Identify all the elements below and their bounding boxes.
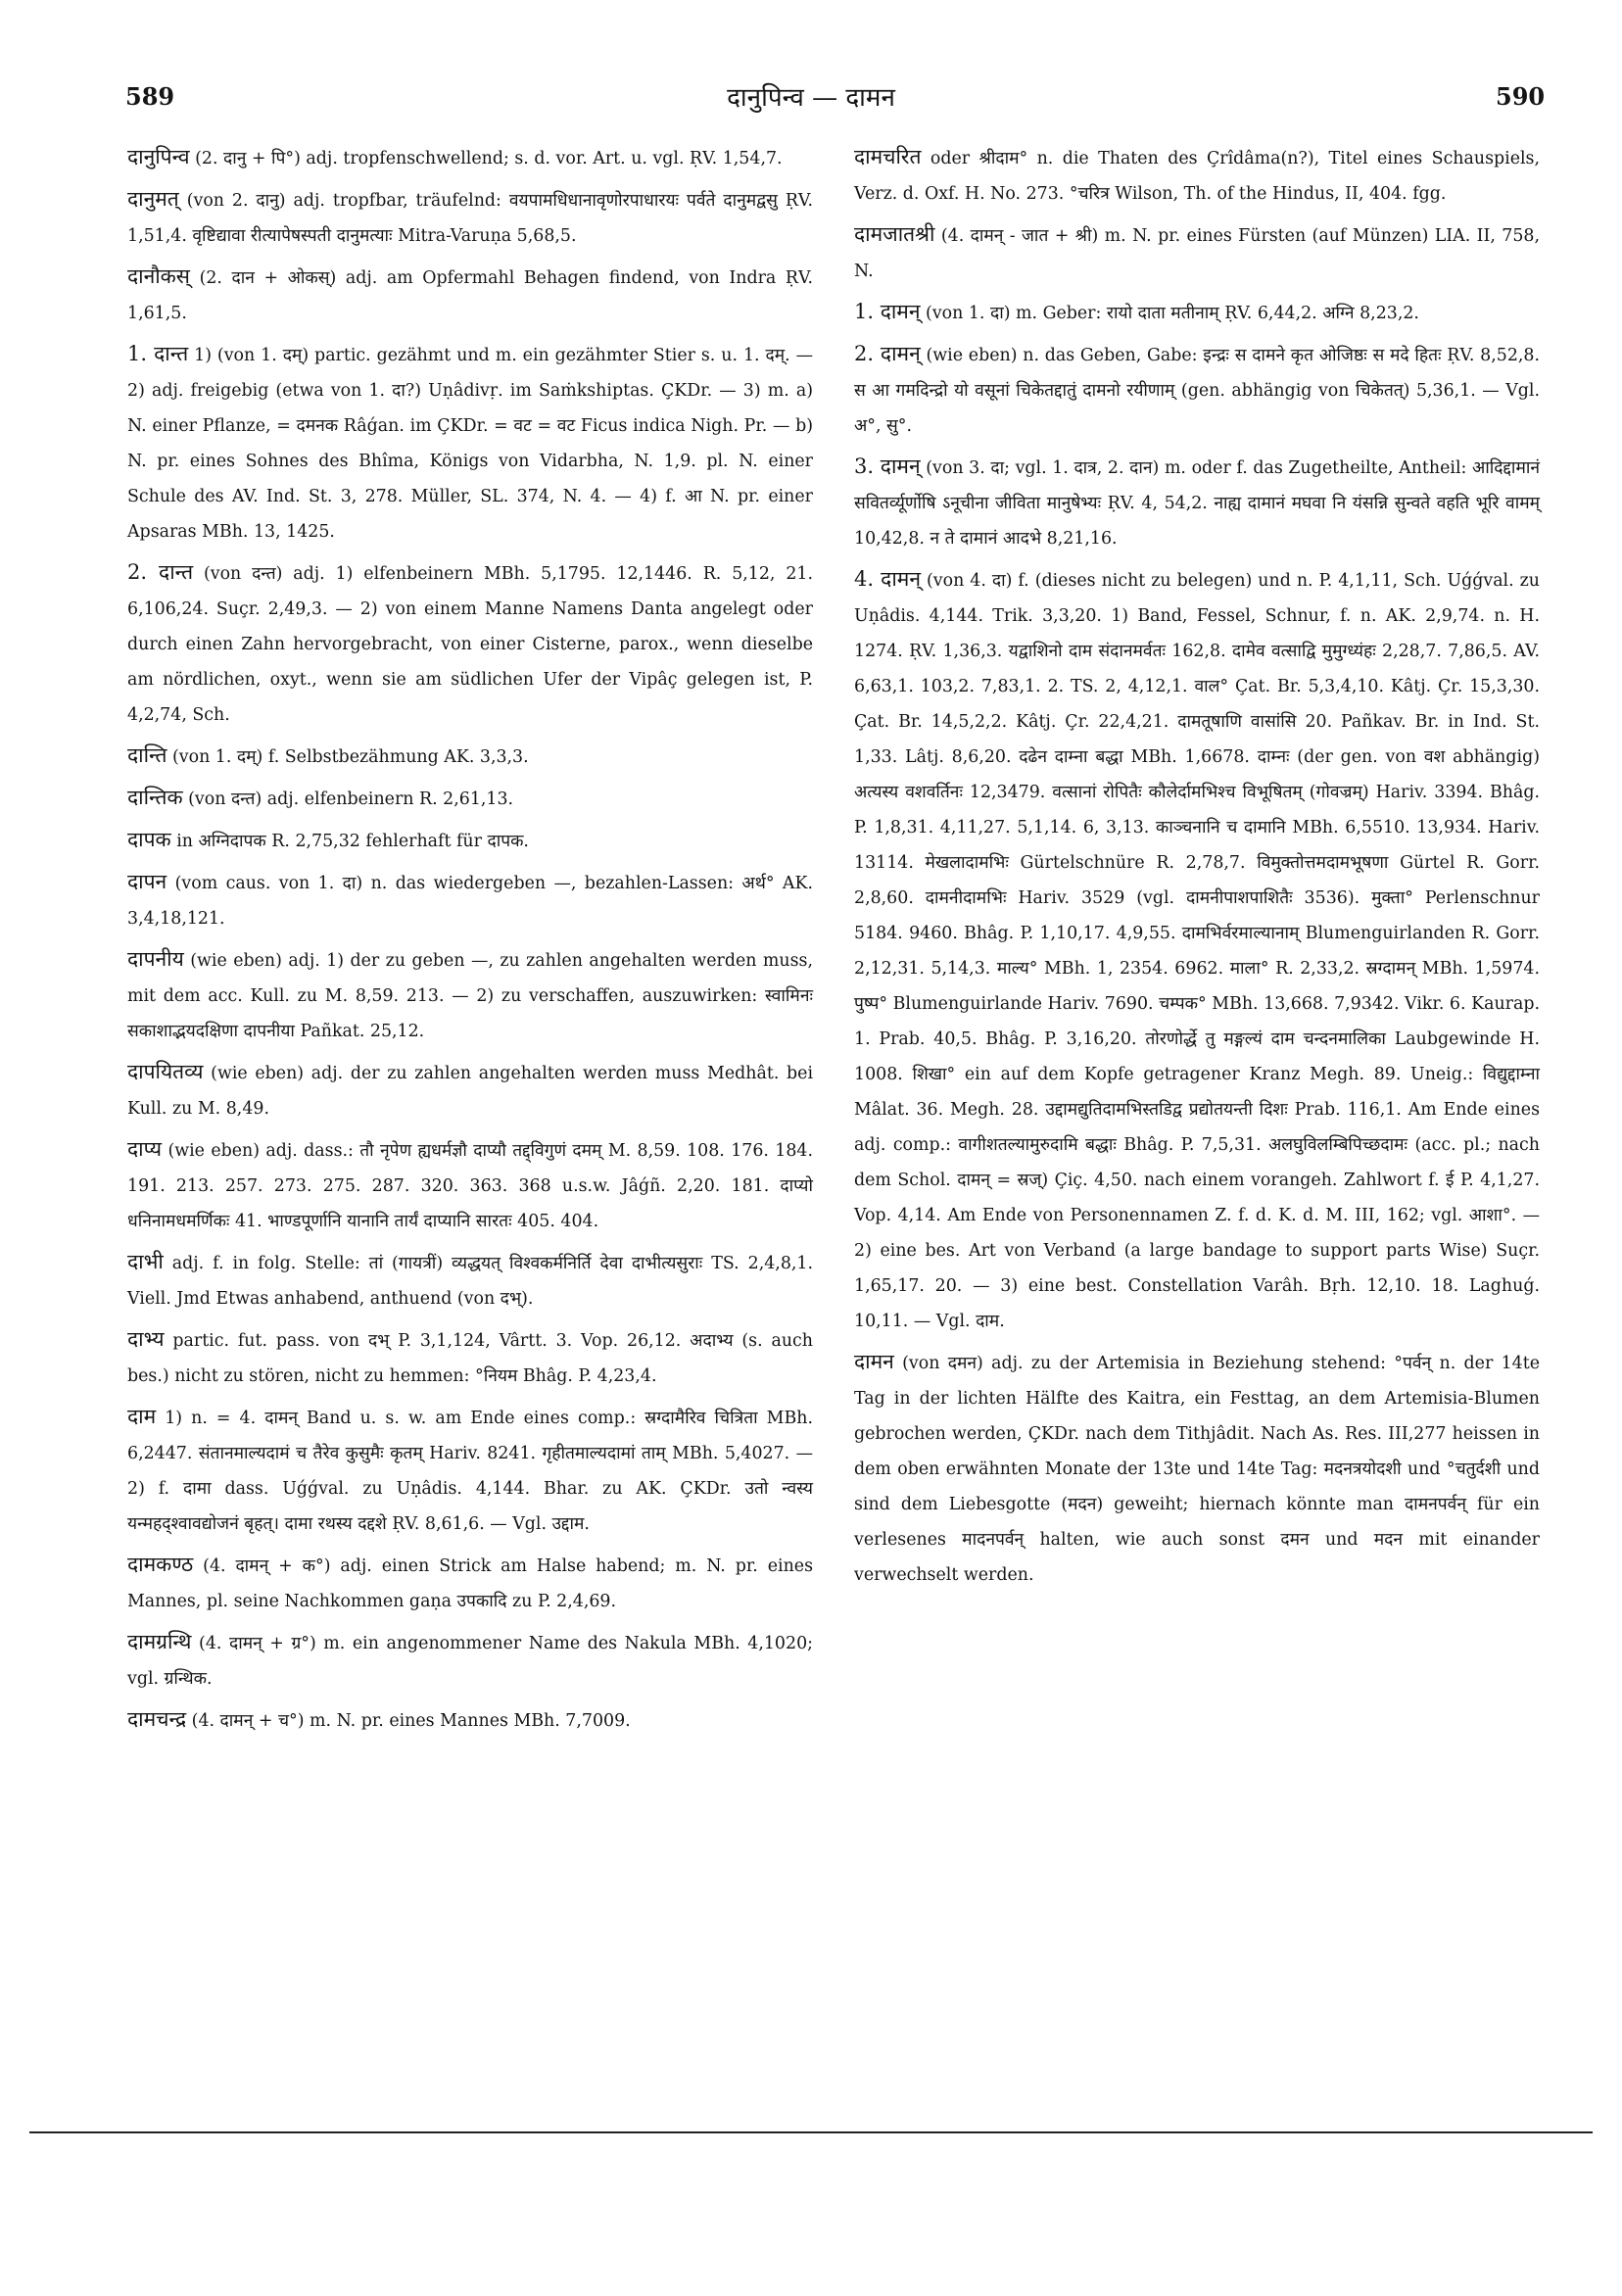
page-number-right: 590 xyxy=(1496,82,1546,111)
entry-headword: दामकण्ठ xyxy=(127,1553,194,1576)
entry-headword: 1. दामन् xyxy=(854,300,921,323)
dictionary-entry xyxy=(127,738,813,775)
entry-headword: दापन xyxy=(127,870,167,893)
entry-headword: दाभी xyxy=(127,1250,164,1273)
entry-headword: 1. दान्त xyxy=(127,342,189,365)
entry-headword: 2. दान्त xyxy=(127,560,194,584)
entry-headword: दामन xyxy=(854,1350,894,1373)
entry-headword: दापयितव्य xyxy=(127,1060,204,1083)
dictionary-entry xyxy=(127,139,813,176)
entry-text: (von दमन) adj. zu der Artemisia in Beziehung stehend: °पर्वन् n. der 14te Tag in der lichten Hälfte des Kaitra, ein Festtag, an dem Artemisia-Blumen gebrochen werden, ÇKDr. nach dem Tithjâdit. Nach As. Res. III,277 heissen in dem oben erwähnten Monate der 13te und 14te Tag: मदनत्रयोदशी und °चतुर्दशी und sind dem Liebesgotte (मदन) geweiht; hiernach könnte man दामनपर्वन् für ein verlesenes मादनपर्वन् halten, wie auch sonst दमन und मदन mit einander verwechselt werden. xyxy=(854,1354,1540,1585)
entry-text: (von दन्त) adj. elfenbeinern R. 2,61,13. xyxy=(188,789,514,809)
dictionary-entry xyxy=(854,561,1540,1339)
dictionary-entry xyxy=(854,216,1540,289)
entry-text: 1) (von 1. दम्) partic. gezähmt und m. ein gezähmter Stier s. u. 1. दम्. — 2) adj. freigebig (etwa von 1. दा?) Uṇâdivṛ. im Saṁkshiptas. ÇKDr. — 3) m. a) N. einer Pflanze, = दमनक Râǵan. im ÇKDr. = वट = वट Ficus indica Nigh. Pr. — b) N. pr. eines Sohnes des Bhîma, Königs von Vidarbha, N. 1,9. pl. N. einer Schule des AV. Ind. St. 3, 278. Müller, SL. 374, N. 4. — 4) f. आ N. pr. einer Apsaras MBh. 13, 1425. xyxy=(127,346,813,542)
entry-text: (4. दामन् + ग्र°) m. ein angenommener Name des Nakula MBh. 4,1020; vgl. ग्रन्थिक. xyxy=(127,1634,813,1689)
dictionary-entry xyxy=(127,259,813,331)
entry-text: (4. दामन् + च°) m. N. pr. eines Mannes MBh. 7,7009. xyxy=(191,1711,631,1731)
running-head: दानुपिन्व — दामन xyxy=(727,83,895,113)
entry-text: (wie eben) adj. dass.: तौ नृपेण ह्यधर्मज्ञौ दाप्यौ तद्द्विगुणं दमम् M. 8,59. 108. 176. 184. 191. 213. 257. 273. 275. 287. 320. 363. 368 u.s.w. Jâǵñ. 2,20. 181. दाप्यो धनिनामधमर्णिकः 41. भाण्डपूर्णानि यानानि तार्यं दाप्यानि सारतः 405. 404. xyxy=(127,1141,813,1231)
dictionary-entry xyxy=(127,336,813,550)
entry-headword: दामचरित xyxy=(854,145,922,168)
dictionary-entry xyxy=(127,181,813,254)
entry-headword: दाम xyxy=(127,1405,157,1428)
entry-text: (von 4. दा) f. (dieses nicht zu belegen) und n. P. 4,1,11, Sch. Uǵǵval. zu Uṇâdis. 4,144. Trik. 3,3,20. 1) Band, Fessel, Schnur, f. n. AK. 2,9,74. n. H. 1274. ṚV. 1,36,3. यद्वाशिनो दाम संदानमर्वतः 162,8. दामेव वत्साद्वि मुमुग्ध्यंहः 2,28,7. 7,86,5. AV. 6,63,1. 103,2. 7,83,1. 2. TS. 2, 4,12,1. वाल° Çat. Br. 5,3,4,10. Kâtj. Çr. 15,3,30. Çat. Br. 14,5,2,2. Kâtj. Çr. 22,4,21. दामतूषाणि वासांसि 20. Pañkav. Br. in Ind. St. 1,33. Lâtj. 8,6,20. दढेन दाम्ना बद्धा MBh. 1,6678. दाम्नः (der gen. von वश abhängig) अत्यस्य वशवर्तिनः 12,3479. वत्सानां रोपितैः कौलेर्दामभिश्च विभूषितम् (गोवज्रम्) Hariv. 3394. Bhâg. P. 1,8,31. 4,11,27. 5,1,14. 6, 3,13. काञ्चनानि च दामानि MBh. 6,5510. 13,934. Hariv. 13114. मेखलादामभिः Gürtelschnüre R. 2,78,7. विमुक्तोत्तमदामभूषणा Gürtel R. Gorr. 2,8,60. दामनीदामभिः Hariv. 3529 (vgl. दामनीपाशपाशितैः 3536). मुक्ता° Perlenschnur 5184. 9460. Bhâg. P. 1,10,17. 4,9,55. दामभिर्वरमाल्यानाम् Blumenguirlanden R. Gorr. 2,12,31. 5,14,3. माल्य° MBh. 1, 2354. 6962. माला° R. 2,33,2. स्रग्दामन् MBh. 1,5974. पुष्प° Blumenguirlande Hariv. 7690. चम्पक° MBh. 13,668. 7,9342. Vikr. 6. Kaurap. 1. Prab. 40,5. Bhâg. P. 3,16,20. तोरणोर्द्धे तु मङ्गल्यं दाम चन्दनमालिका Laubgewinde H. 1008. शिखा° ein auf dem Kopfe getragener Kranz Megh. 89. Uneig.: विद्युद्दाम्ना Mâlat. 36. Megh. 28. उद्दामद्युतिदामभिस्तडिद्व प्रद्योतयन्ती दिशः Prab. 116,1. Am Ende eines adj. comp.: वागीशतल्यामुरुदामि बद्धाः Bhâg. P. 7,5,31. अलघुविलम्बिपिच्छदामः (acc. pl.; nach dem Schol. दामन् = स्रज्) Çiç. 4,50. nach einem vorangeh. Zahlwort f. ई P. 4,1,27. Vop. 4,14. Am Ende von Personennamen Z. f. d. K. d. M. III, 162; vgl. आशा°. — 2) eine bes. Art von Verband (a large bandage to support parts Wise) Suçr. 1,65,17. 20. — 3) eine best. Constellation Varâh. Bṛh. 12,10. 18. Laghuǵ. 10,11. — Vgl. दाम. xyxy=(854,571,1541,1331)
entry-text: (von 3. दा; vgl. 1. दात्र, 2. दान) m. oder f. das Zugetheilte, Antheil: आदिद्दामानं सवितर्व्यूर्णोषि ऽनूचीना जीविता मानुषेभ्यः ṚV. 4, 54,2. नाह्य दामानं मघवा नि यंसन्नि सुन्वते वहति भूरि वामम् 10,42,8. न ते दामानं आदभे 8,21,16. xyxy=(854,458,1540,549)
dictionary-entry xyxy=(127,780,813,817)
dictionary-entry xyxy=(127,1624,813,1697)
entry-headword: दान्ति xyxy=(127,743,167,767)
entry-headword: दापक xyxy=(127,828,171,851)
dictionary-entry xyxy=(127,554,813,733)
entry-text: (von 2. दानु) adj. tropfbar, träufelnd: वयपामधिधानावृणोरपाधारयः पर्वते दानुमद्वसु ṚV. 1,51,4. वृष्टिद्यावा रीत्यापेषस्पती दानुमत्याः Mitra-Varuṇa 5,68,5. xyxy=(127,191,813,246)
entry-headword: 4. दामन् xyxy=(854,567,921,591)
left-column xyxy=(127,139,813,1744)
dictionary-entry xyxy=(127,1701,813,1739)
entry-headword: दामचन्द्र xyxy=(127,1707,187,1731)
dictionary-entry xyxy=(127,1399,813,1542)
dictionary-entry xyxy=(127,864,813,936)
entry-headword: दामजातश्री xyxy=(854,222,935,246)
entry-headword: दापनीय xyxy=(127,947,184,971)
entry-text: (4. दामन् + क°) adj. einen Strick am Halse habend; m. N. pr. eines Mannes, pl. seine Nachkommen gaṇa उपकादि zu P. 2,4,69. xyxy=(127,1556,813,1611)
page-number-left: 589 xyxy=(125,82,175,111)
footer-rule xyxy=(29,2131,1593,2133)
entry-text: (vom caus. von 1. दा) n. das wiedergeben —, bezahlen-Lassen: अर्थ° AK. 3,4,18,121. xyxy=(127,874,813,929)
entry-headword: 2. दामन् xyxy=(854,342,921,365)
dictionary-entry xyxy=(127,1547,813,1619)
entry-text: (von दन्त) adj. 1) elfenbeinern MBh. 5,1795. 12,1446. R. 5,12, 21. 6,106,24. Suçr. 2,49,3. — 2) von einem Manne Namens Danta angelegt oder durch einen Zahn hervorgebracht, von einer Cisterne, parox., wenn dieselbe am nördlichen, oxyt., wenn sie am südlichen Ufer der Vipâç gelegen ist, P. 4,2,74, Sch. xyxy=(127,564,813,725)
dictionary-entry xyxy=(127,822,813,859)
entry-text: in अग्निदापक R. 2,75,32 fehlerhaft für दापक. xyxy=(176,832,529,851)
entry-headword: दान्तिक xyxy=(127,786,183,809)
entry-text: partic. fut. pass. von दभ् P. 3,1,124, Vârtt. 3. Vop. 26,12. अदाभ्य (s. auch bes.) nicht zu stören, nicht zu hemmen: °नियम Bhâg. P. 4,23,4. xyxy=(127,1331,813,1386)
entry-text: (von 1. दम्) f. Selbstbezähmung AK. 3,3,3. xyxy=(172,747,529,767)
entry-text: (wie eben) n. das Geben, Gabe: इन्द्रः स दामने कृत ओजिष्ठः स मदे हितः ṚV. 8,52,8. स आ गमदिन्द्रो यो वसूनां चिकेतद्दातुं दामनो रयीणाम् (gen. abhängig von चिकेतत्) 5,36,1. — Vgl. अ°, सु°. xyxy=(854,346,1541,436)
dictionary-entry xyxy=(854,139,1540,212)
dictionary-entry xyxy=(854,294,1540,331)
entry-text: (wie eben) adj. der zu zahlen angehalten werden muss Medhât. bei Kull. zu M. 8,49. xyxy=(127,1064,814,1119)
dictionary-entry xyxy=(127,941,813,1049)
entry-headword: 3. दामन् xyxy=(854,454,921,478)
entry-text: (4. दामन् - जात + श्री) m. N. pr. eines Fürsten (auf Münzen) LIA. II, 758, N. xyxy=(854,226,1541,281)
entry-headword: दामग्रन्थि xyxy=(127,1630,192,1653)
dictionary-entry xyxy=(127,1244,813,1316)
entry-headword: दाभ्य xyxy=(127,1327,165,1351)
dictionary-entry xyxy=(854,449,1540,556)
entry-headword: दाप्य xyxy=(127,1137,163,1161)
dictionary-entry xyxy=(127,1131,813,1239)
entry-text: (von 1. दा) m. Geber: रायो दाता मतीनाम् ṚV. 6,44,2. अग्नि 8,23,2. xyxy=(926,304,1419,323)
entry-text: oder श्रीदाम° n. die Thaten des Çrîdâma(n?), Titel eines Schauspiels, Verz. d. Oxf. H. No. 273. °चरित्र Wilson, Th. of the Hindus, II, 404. fgg. xyxy=(854,149,1540,204)
entry-headword: दानौकस् xyxy=(127,264,191,288)
dictionary-entry xyxy=(854,1344,1540,1593)
right-column xyxy=(854,139,1540,1598)
dictionary-entry xyxy=(127,1321,813,1394)
dictionary-entry xyxy=(854,336,1540,444)
dictionary-entry xyxy=(127,1054,813,1126)
entry-headword: दानुपिन्व xyxy=(127,145,190,168)
entry-text: (2. दान + ओकस्) adj. am Opfermahl Behagen findend, von Indra ṚV. 1,61,5. xyxy=(127,268,813,323)
entry-text: (2. दानु + पि°) adj. tropfenschwellend; s. d. vor. Art. u. vgl. ṚV. 1,54,7. xyxy=(195,149,783,168)
entry-text: (wie eben) adj. 1) der zu geben —, zu zahlen angehalten werden muss, mit dem acc. Kull. zu M. 8,59. 213. — 2) zu verschaffen, auszuwirken: स्वामिनः सकाशाद्भयदक्षिणा दापनीया Pañkat. 25,12. xyxy=(127,951,813,1041)
entry-headword: दानुमत् xyxy=(127,187,179,211)
entry-text: adj. f. in folg. Stelle: तां (गायत्रीं) व्यद्धयत् विश्वकर्मनिर्ति देवा दाभीत्यसुराः TS. 2,4,8,1. Viell. Jmd Etwas anhabend, anthuend (von दभ्). xyxy=(127,1254,814,1309)
entry-text: 1) n. = 4. दामन् Band u. s. w. am Ende eines comp.: स्रग्दामैरिव चित्रिता MBh. 6,2447. संतानमाल्यदामं च तैरेव कुसुमैः कृतम् Hariv. 8241. गृहीतमाल्यदामां ताम् MBh. 5,4027. — 2) f. दामा dass. Uǵǵval. zu Uṇâdis. 4,144. Bhar. zu AK. ÇKDr. उतो न्वस्य यन्महद्श्वावद्योजनं बृहत्। दामा रथस्य दद्दशे ṚV. 8,61,6. — Vgl. उद्दाम. xyxy=(127,1409,813,1534)
